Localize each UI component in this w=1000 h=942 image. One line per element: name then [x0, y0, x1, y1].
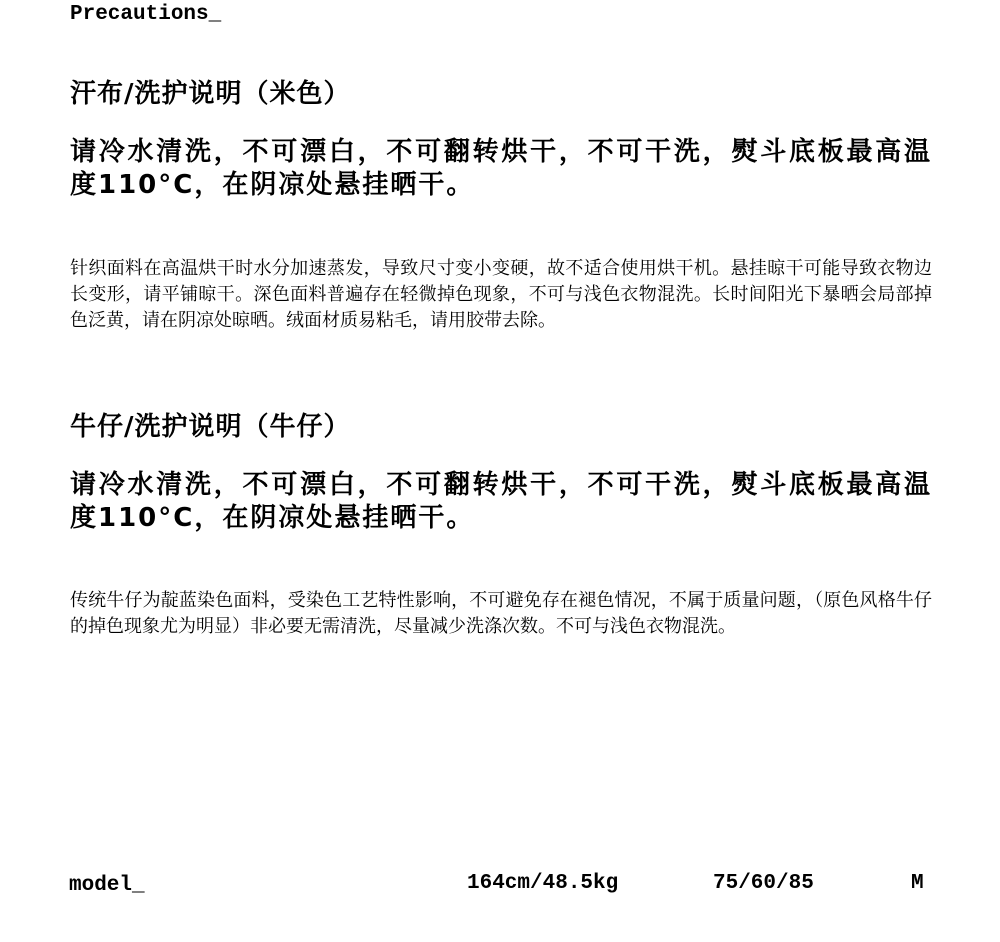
- page-title: Precautions_: [70, 3, 222, 26]
- model-measurements: 75/60/85: [713, 872, 814, 895]
- section-title-cotton-jersey: 汗布/洗护说明（米色）: [70, 79, 351, 109]
- model-info-row: [0, 868, 1000, 902]
- model-height-weight: 164cm/48.5kg: [467, 872, 619, 895]
- section-title-denim: 牛仔/洗护说明（牛仔）: [70, 412, 351, 442]
- care-instructions-denim: 请冷水清洗，不可漂白，不可翻转烘干，不可干洗，熨斗底板最高温度110°C，在阴凉处悬挂晒干。: [70, 470, 932, 533]
- model-label: model_: [69, 874, 145, 897]
- fabric-notes-denim: 传统牛仔为靛蓝染色面料，受染色工艺特性影响，不可避免存在褪色情况，不属于质量问题，（原色风格牛仔的掉色现象尤为明显）非必要无需清洗，尽量减少洗涤次数。不可与浅色衣物混洗。: [70, 590, 932, 637]
- care-instructions-cotton-jersey: 请冷水清洗，不可漂白，不可翻转烘干，不可干洗，熨斗底板最高温度110°C，在阴凉处悬挂晒干。: [70, 137, 932, 200]
- model-size: M: [911, 872, 924, 895]
- section-cotton-jersey: [70, 78, 932, 334]
- section-denim: [70, 411, 932, 640]
- fabric-notes-cotton-jersey: 针织面料在高温烘干时水分加速蒸发，导致尺寸变小变硬，故不适合使用烘干机。悬挂晾干可能导致衣物边长变形，请平铺晾干。深色面料普遍存在轻微掉色现象，不可与浅色衣物混洗。长时间阳光下暴晒会局部掉色泛黄，请在阴凉处晾晒。绒面材质易粘毛，请用胶带去除。: [70, 258, 932, 331]
